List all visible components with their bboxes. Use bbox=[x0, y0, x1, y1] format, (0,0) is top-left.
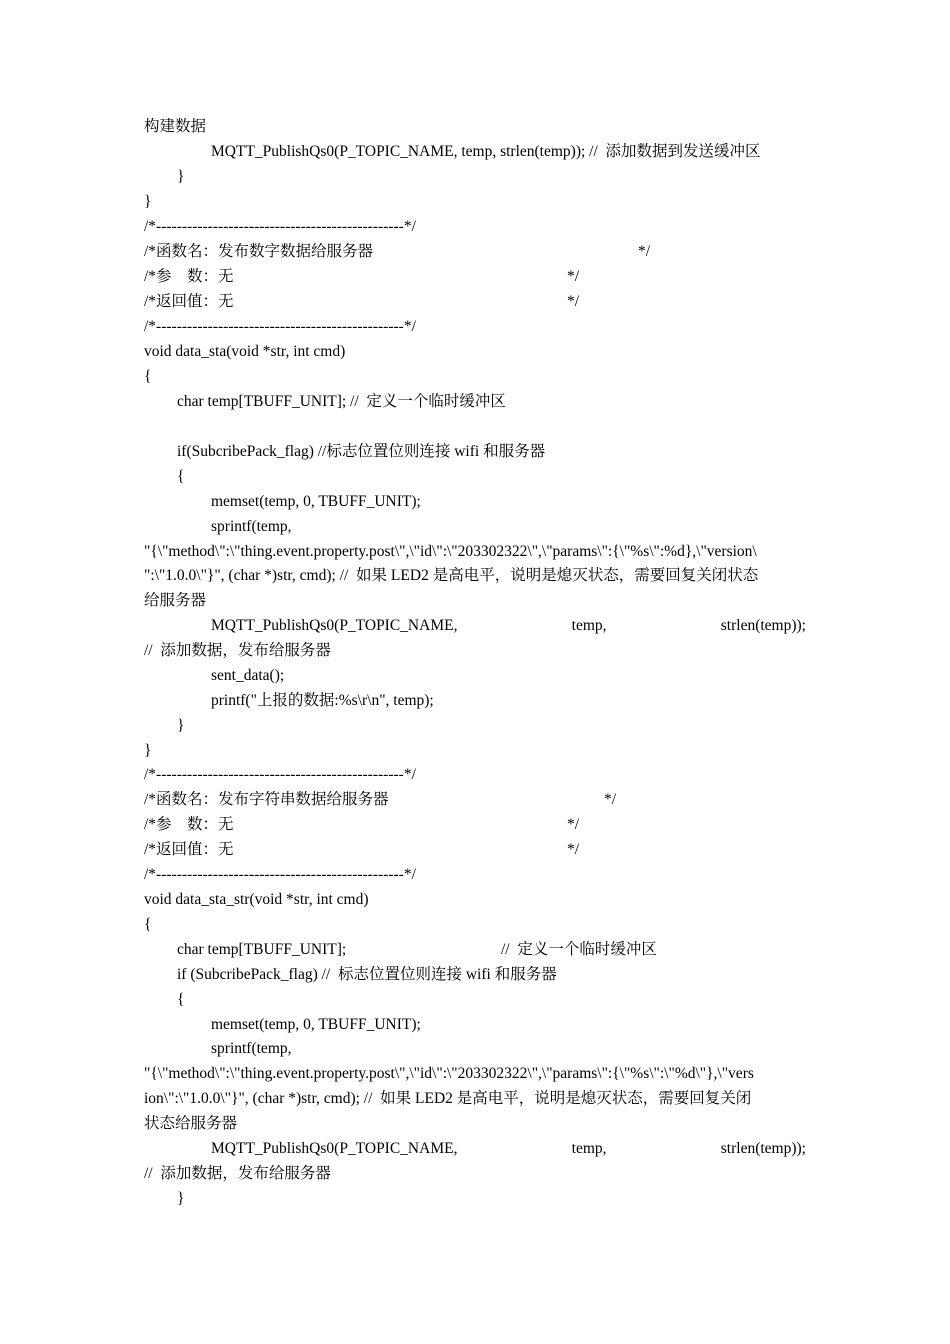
comment-end: */ bbox=[567, 268, 580, 285]
code-line bbox=[211, 616, 806, 636]
code-line: sent_data(); bbox=[211, 667, 285, 684]
code-line: sprintf(temp, bbox=[211, 1040, 292, 1057]
comment-line: /*返回值：无 bbox=[144, 841, 234, 858]
code-line: char temp[TBUFF_UNIT]; bbox=[177, 941, 347, 958]
code-line: "{\"method\":\"thing.event.property.post\",\"id\":\"203302322\",\"params\":{\"%s\":%d},\"version\ bbox=[144, 543, 757, 560]
code-line: } bbox=[177, 168, 185, 185]
code-comment: // 定义一个临时缓冲区 bbox=[501, 941, 657, 958]
comment-end: */ bbox=[567, 293, 580, 310]
code-line: void data_sta(void *str, int cmd) bbox=[144, 343, 346, 360]
code-line: ":\"1.0.0\"}", (char *)str, cmd); // 如果 LED2 是高电平，说明是熄灭状态，需要回复关闭状态 bbox=[144, 567, 759, 584]
code-line: } bbox=[177, 717, 185, 734]
code-line: 给服务器 bbox=[144, 592, 207, 609]
text-line: 构建数据 bbox=[144, 118, 207, 135]
comment-line: /*函数名：发布字符串数据给服务器 bbox=[144, 791, 389, 808]
code-line: } bbox=[144, 742, 152, 759]
comment-divider: /*------------------------------------------------*/ bbox=[144, 318, 416, 335]
code-token: temp, bbox=[571, 1140, 607, 1157]
comment-line: /*函数名：发布数字数据给服务器 bbox=[144, 243, 374, 260]
comment-line: /*返回值：无 bbox=[144, 293, 234, 310]
code-line: memset(temp, 0, TBUFF_UNIT); bbox=[211, 493, 421, 510]
code-token: temp, bbox=[571, 617, 607, 634]
code-line: ion\":\"1.0.0\"}", (char *)str, cmd); // 如果 LED2 是高电平，说明是熄灭状态，需要回复关闭 bbox=[144, 1090, 752, 1107]
code-line: // 添加数据，发布给服务器 bbox=[144, 1165, 331, 1182]
code-token: strlen(temp)); bbox=[720, 1140, 806, 1157]
code-token: MQTT_PublishQs0(P_TOPIC_NAME, bbox=[211, 1140, 458, 1157]
comment-end: */ bbox=[567, 816, 580, 833]
code-line: { bbox=[144, 368, 152, 385]
comment-divider: /*------------------------------------------------*/ bbox=[144, 218, 416, 235]
code-line: } bbox=[144, 193, 152, 210]
comment-divider: /*------------------------------------------------*/ bbox=[144, 866, 416, 883]
code-line: } bbox=[177, 1190, 185, 1207]
comment-end: */ bbox=[567, 841, 580, 858]
code-line: { bbox=[144, 916, 152, 933]
comment-line: /*参 数：无 bbox=[144, 268, 234, 285]
code-line: if (SubcribePack_flag) // 标志位置位则连接 wifi 和服务器 bbox=[177, 966, 557, 983]
comment-line: /*参 数：无 bbox=[144, 816, 234, 833]
comment-end: */ bbox=[604, 791, 617, 808]
code-line: 状态给服务器 bbox=[144, 1115, 238, 1132]
code-line: { bbox=[177, 991, 185, 1008]
code-token: MQTT_PublishQs0(P_TOPIC_NAME, bbox=[211, 617, 458, 634]
code-line: // 添加数据，发布给服务器 bbox=[144, 642, 331, 659]
code-line bbox=[211, 1139, 806, 1159]
code-line: { bbox=[177, 468, 185, 485]
code-line: void data_sta_str(void *str, int cmd) bbox=[144, 891, 369, 908]
comment-divider: /*------------------------------------------------*/ bbox=[144, 766, 416, 783]
code-line: printf("上报的数据:%s\r\n", temp); bbox=[211, 692, 434, 709]
code-line: "{\"method\":\"thing.event.property.post\",\"id\":\"203302322\",\"params\":{\"%s\":\"%d\"},\"vers bbox=[144, 1065, 754, 1082]
code-line: if(SubcribePack_flag) //标志位置位则连接 wifi 和服务器 bbox=[177, 443, 546, 460]
code-line: char temp[TBUFF_UNIT]; // 定义一个临时缓冲区 bbox=[177, 393, 506, 410]
code-line: sprintf(temp, bbox=[211, 518, 292, 535]
code-token: strlen(temp)); bbox=[720, 617, 806, 634]
code-line: memset(temp, 0, TBUFF_UNIT); bbox=[211, 1016, 421, 1033]
code-line: MQTT_PublishQs0(P_TOPIC_NAME, temp, strlen(temp)); // 添加数据到发送缓冲区 bbox=[211, 143, 761, 160]
comment-end: */ bbox=[638, 243, 651, 260]
